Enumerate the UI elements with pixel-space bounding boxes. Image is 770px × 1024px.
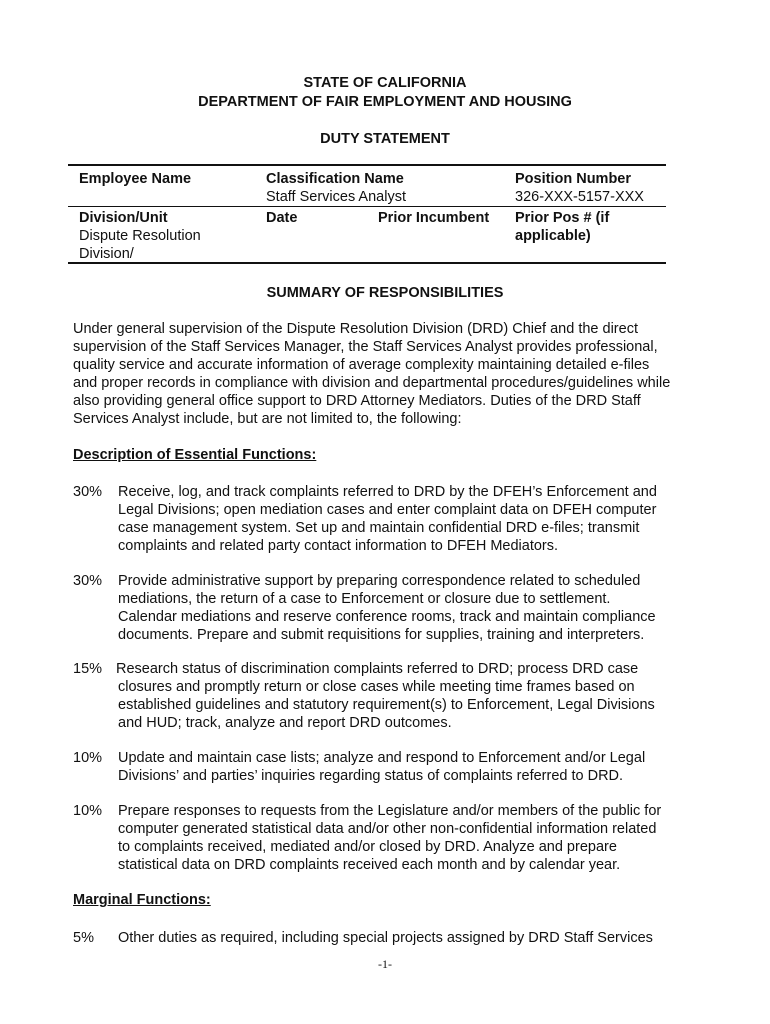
- table-top-rule: [68, 164, 666, 166]
- employee-name-label: Employee Name: [79, 171, 192, 187]
- function-line: statistical data on DRD complaints received each month and by calendar year.: [118, 857, 621, 873]
- function-description: [118, 929, 698, 947]
- prior-pos-label-line2: applicable): [515, 228, 591, 244]
- date-label: Date: [266, 210, 298, 226]
- function-percent: 10%: [73, 750, 103, 766]
- function-line: Other duties as required, including special projects assigned by DRD Staff Services: [118, 930, 653, 946]
- function-line: mediations, the return of a case to Enforcement or closure due to settlement.: [118, 591, 611, 607]
- function-line: and HUD; track, analyze and report DRD outcomes.: [118, 715, 452, 731]
- prior-pos-label-line1: Prior Pos # (if: [515, 210, 610, 226]
- function-line: computer generated statistical data and/or other non-confidential information related: [118, 821, 657, 837]
- function-line: established guidelines and statutory requirement(s) to Enforcement, Legal Divisions: [118, 697, 655, 713]
- function-description: [118, 749, 698, 785]
- function-line: Receive, log, and track complaints referred to DRD by the DFEH’s Enforcement and: [118, 484, 657, 500]
- position-number-value: 326-XXX-5157-XXX: [515, 189, 644, 205]
- classification-value: Staff Services Analyst: [266, 189, 406, 205]
- function-line: Calendar mediations and reserve conference rooms, track and maintain compliance: [118, 609, 656, 625]
- page-number: -1-: [378, 957, 392, 971]
- summary-line: also providing general office support to DRD Attorney Mediators. Duties of the DRD Staff: [73, 393, 641, 409]
- division-unit-value-line1: Dispute Resolution: [79, 228, 201, 244]
- summary-line: and proper records in compliance with division and departmental procedures/guidelines while: [73, 375, 671, 391]
- function-line: documents. Prepare and submit requisitions for supplies, training and interpreters.: [118, 627, 645, 643]
- summary-line: quality service and accurate information of average complexity maintaining detailed e-files: [73, 357, 650, 373]
- function-line: closures and promptly return or close cases while meeting time frames based on: [118, 679, 635, 695]
- header-state: STATE OF CALIFORNIA: [303, 75, 467, 91]
- essential-functions-heading: Description of Essential Functions:: [73, 447, 317, 463]
- function-line: Update and maintain case lists; analyze and respond to Enforcement and/or Legal: [118, 750, 646, 766]
- summary-paragraph: [73, 320, 699, 428]
- summary-line: Services Analyst include, but are not limited to, the following:: [73, 411, 462, 427]
- function-description: [118, 802, 698, 874]
- function-percent: 10%: [73, 803, 103, 819]
- function-line: Research status of discrimination complaints referred to DRD; process DRD case: [116, 661, 639, 677]
- table-mid-rule: [68, 206, 666, 207]
- function-line: case management system. Set up and maintain confidential DRD e-files; transmit: [118, 520, 640, 536]
- function-line: Prepare responses to requests from the Legislature and/or members of the public for: [118, 803, 662, 819]
- function-description: [118, 572, 698, 644]
- function-description: [118, 483, 698, 555]
- function-percent: 30%: [73, 484, 103, 500]
- function-line: Legal Divisions; open mediation cases and enter complaint data on DFEH computer: [118, 502, 657, 518]
- division-unit-label: Division/Unit: [79, 210, 168, 226]
- document-title: DUTY STATEMENT: [320, 131, 450, 147]
- function-percent: 30%: [73, 573, 103, 589]
- classification-label: Classification Name: [266, 171, 404, 187]
- summary-line: supervision of the Staff Services Manager, the Staff Services Analyst provides professional,: [73, 339, 658, 355]
- function-description: [116, 660, 696, 732]
- function-line: Provide administrative support by preparing correspondence related to scheduled: [118, 573, 641, 589]
- marginal-functions-heading: Marginal Functions:: [73, 892, 211, 908]
- function-line: to complaints received, mediated and/or closed by DRD. Analyze and prepare: [118, 839, 617, 855]
- function-percent: 15%: [73, 661, 103, 677]
- summary-heading: SUMMARY OF RESPONSIBILITIES: [266, 285, 504, 301]
- summary-line: Under general supervision of the Dispute Resolution Division (DRD) Chief and the direct: [73, 321, 638, 337]
- division-unit-value-line2: Division/: [79, 246, 134, 262]
- function-line: complaints and related party contact information to DFEH Mediators.: [118, 538, 559, 554]
- function-percent: 5%: [73, 930, 94, 946]
- function-line: Divisions’ and parties’ inquiries regarding status of complaints referred to DRD.: [118, 768, 624, 784]
- position-number-label: Position Number: [515, 171, 632, 187]
- header-department: DEPARTMENT OF FAIR EMPLOYMENT AND HOUSING: [198, 94, 572, 110]
- prior-incumbent-label: Prior Incumbent: [378, 210, 490, 226]
- table-bottom-rule: [68, 262, 666, 264]
